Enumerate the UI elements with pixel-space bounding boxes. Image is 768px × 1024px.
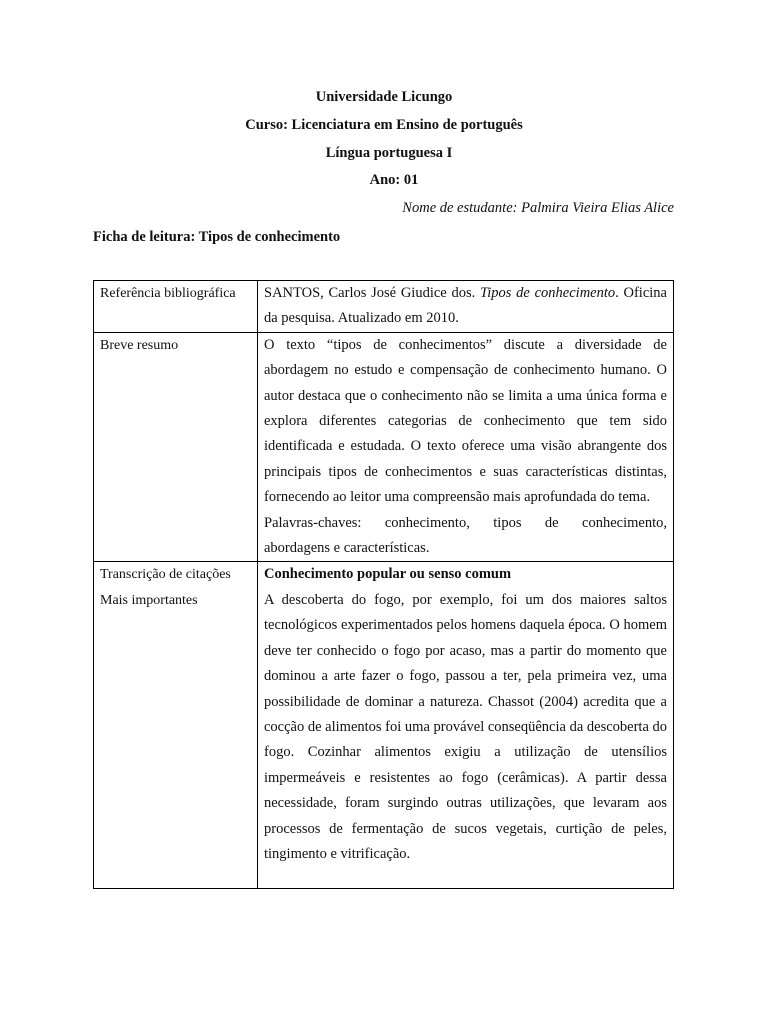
quotes-label-line2: Mais importantes [100,592,198,608]
table-row [94,332,674,562]
course-name: Curso: Licenciatura em Ensino de português [245,117,523,133]
student-name: Nome de estudante: Palmira Vieira Elias Alice [402,200,674,216]
academic-year: Ano: 01 [369,172,419,188]
quotes-label-line1: Transcrição de citações [100,567,231,583]
reading-sheet-table [93,280,674,889]
reference-details: . Oficina da pesquisa. Atualizado em 2010. [264,285,667,327]
document-title: Ficha de leitura: Tipos de conhecimento [93,229,341,245]
quotes-cell [258,562,674,889]
quote-heading: Conhecimento popular ou senso comum [264,566,512,583]
table-row [94,562,674,889]
summary-text: O texto “tipos de conhecimentos” discute a diversidade de abordagem no estudo e compensação de conhecimento humano. O autor destaca que o conhecimento não se limita a uma única forma e explora diferentes categorias de conhecimento que tem sido identificada e estudada. O texto oferece uma visão abrangente dos principais tipos de conhecimentos e suas características distintas, fornecendo ao leitor uma compreensão mais aprofundada do tema. [264,336,667,506]
row-label-summary: Breve resumo [94,332,258,562]
keywords-line-end: abordagens e características. [264,540,430,557]
keywords-line: Palavras-chaves: conhecimento, tipos de conhecimento, [264,514,667,531]
reference-author: SANTOS, Carlos José Giudice dos. [264,285,480,301]
summary-cell [258,332,674,562]
reference-title: Tipos de conhecimento [480,285,616,301]
row-label-reference: Referência bibliográfica [94,281,258,333]
row-label-quotes [94,562,258,889]
quote-text: A descoberta do fogo, por exemplo, foi um dos maiores saltos tecnológicos experimentados pelos homens daquela época. O homem deve ter conhecido o fogo por acaso, mas a partir do momento que dominou a arte fazer o fogo, passou a ter, pela primeira vez, uma possibilidade de dominar a natureza. Chassot (2004) acredita que a cocção de alimentos foi uma provável conseqüência da descoberta do fogo. Cozinhar alimentos exigiu a utilização de utensílios impermeáveis e resistentes ao fogo (cerâmicas). A partir dessa necessidade, foram surgindo outras utilizações, que levaram aos processos de fermentação de sucos vegetais, curtição de peles, tingimento e vitrificação. [264,591,668,862]
table-row [94,281,674,333]
bibliographic-reference [258,281,674,333]
subject-name: Língua portuguesa I [325,145,453,161]
university-name: Universidade Licungo [315,89,453,105]
